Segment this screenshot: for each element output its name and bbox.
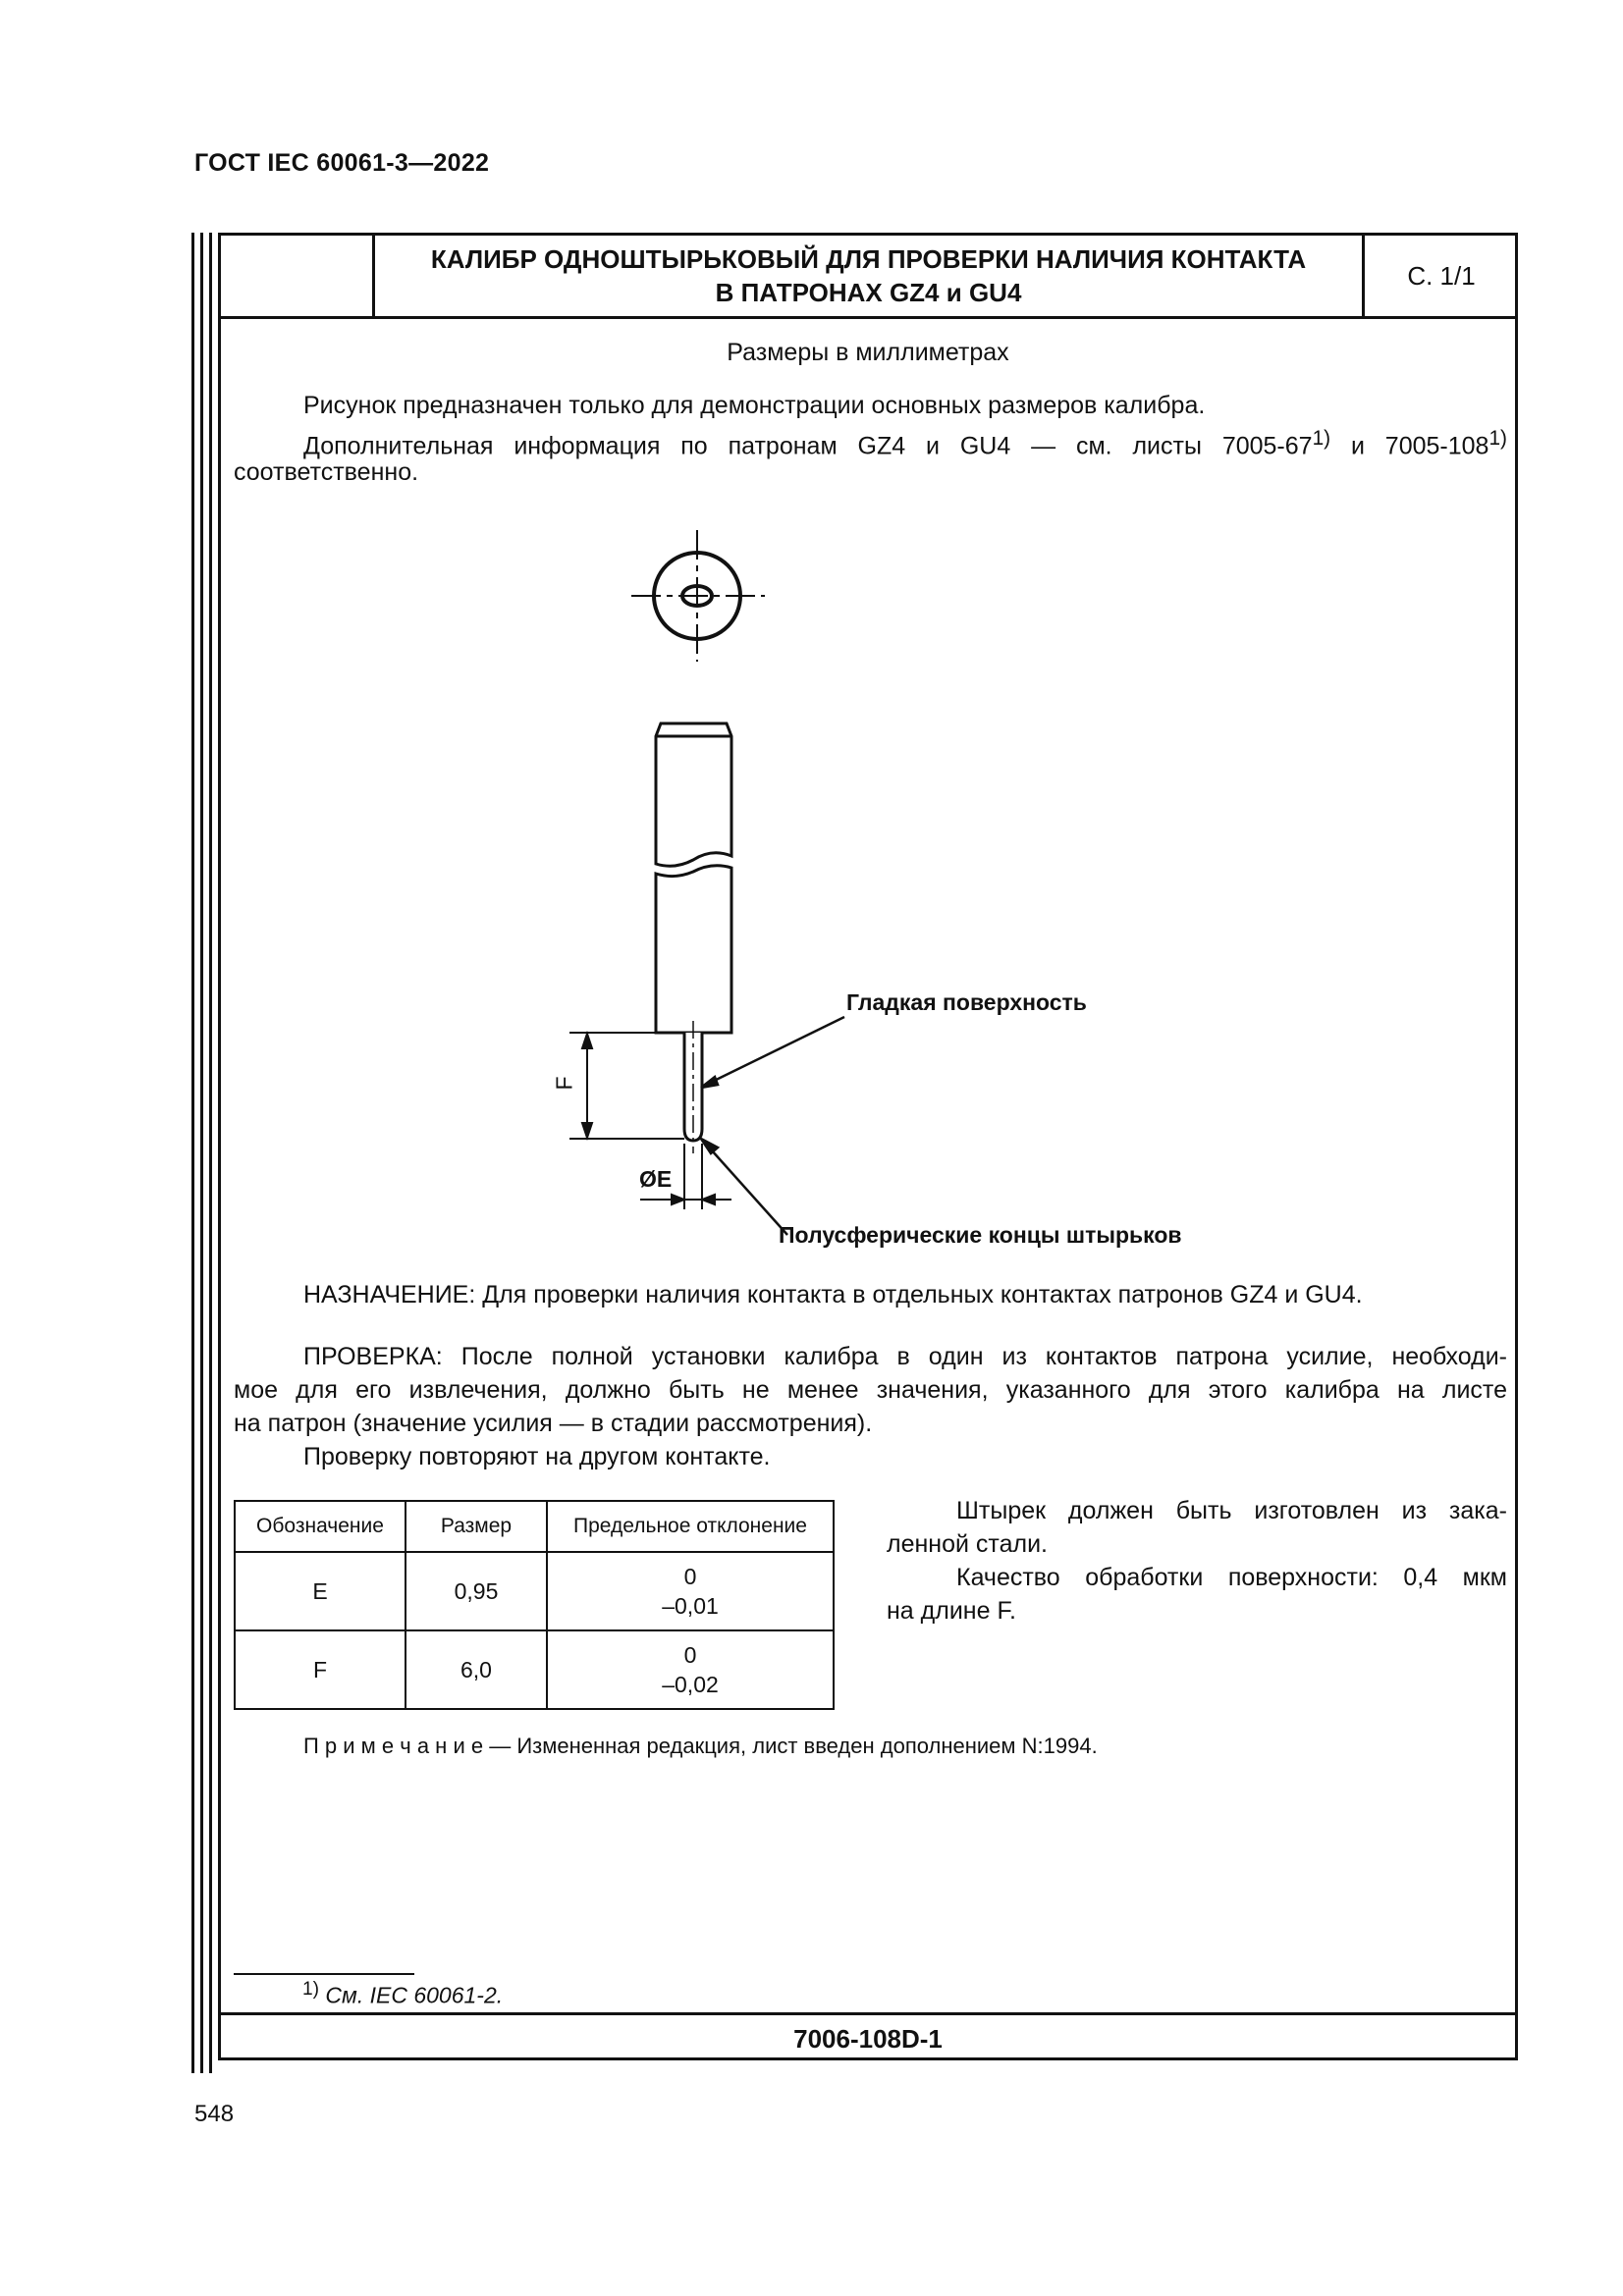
label-smooth-surface: Гладкая поверхность: [846, 989, 1087, 1015]
dimension-f: [569, 1033, 684, 1139]
cell-deviation: [547, 1630, 834, 1709]
side-text-line: на длине F.: [887, 1597, 1016, 1625]
footnote: [302, 1979, 503, 2009]
intro-line: Рисунок предназначен только для демонстрации основных размеров калибра.: [303, 392, 1206, 419]
check-line: ПРОВЕРКА: После полной установки калибра в один из контактов патрона усилие, необходи-: [303, 1343, 1507, 1370]
sheet-title-line: В ПАТРОНАХ GZ4 и GU4: [715, 278, 1022, 307]
column-header: Обозначение: [235, 1501, 406, 1552]
deviation-upper: 0: [683, 1642, 697, 1668]
label-hemispherical-ends: Полусферические концы штырьков: [779, 1222, 1182, 1248]
material-requirements: [887, 1494, 1507, 1628]
column-header: Предельное отклонение: [547, 1501, 834, 1552]
cell-size: 0,95: [406, 1552, 547, 1630]
sheet-id-rule: [218, 2012, 1518, 2015]
deviation-lower: –0,01: [662, 1593, 719, 1619]
arrow-head: [672, 1195, 684, 1204]
intro-line: соответственно.: [234, 458, 419, 486]
note-text: — Измененная редакция, лист введен дополнением N:1994.: [483, 1734, 1098, 1758]
deviation-upper: 0: [683, 1564, 697, 1589]
footnote-rule: [234, 1973, 414, 1975]
sheet-title-line: КАЛИБР ОДНОШТЫРЬКОВЫЙ ДЛЯ ПРОВЕРКИ НАЛИЧИЯ КОНТАКТА: [430, 244, 1307, 274]
shank-lower: [656, 866, 731, 1033]
side-text-line: ленной стали.: [887, 1530, 1048, 1558]
check-line: Проверку повторяют на другом контакте.: [303, 1443, 771, 1470]
note-label: П р и м е ч а н и е: [303, 1734, 484, 1758]
column-header: Размер: [406, 1501, 547, 1552]
table-header-row: [235, 1501, 834, 1552]
footnote-mark: 1): [302, 1979, 320, 2000]
cell-size: 6,0: [406, 1630, 547, 1709]
sheet-number: С. 1/1: [1407, 260, 1476, 291]
units-note: Размеры в миллиметрах: [727, 339, 1009, 366]
footnote-ref: 1): [1488, 427, 1507, 450]
arrow-head: [582, 1034, 592, 1048]
table-row: [235, 1552, 834, 1630]
sheet-id: 7006-108D-1: [793, 2024, 943, 2054]
cell-designation: E: [235, 1552, 406, 1630]
side-text-line: Штырек должен быть изготовлен из зака-: [956, 1497, 1507, 1524]
footnote-text: См. IEC 60061-2.: [319, 1982, 504, 2008]
dimension-e-label: ØE: [639, 1166, 673, 1192]
deviation-lower: –0,02: [662, 1672, 719, 1697]
end-view: [631, 530, 765, 662]
leader-ends: [703, 1141, 787, 1235]
purpose-text: НАЗНАЧЕНИЕ: Для проверки наличия контакта в отдельных контактах патронов GZ4 и GU4.: [303, 1281, 1363, 1308]
shank-upper: [656, 723, 731, 866]
note: [303, 1730, 1098, 1763]
footnote-ref: 1): [1312, 427, 1331, 450]
arrow-head: [582, 1123, 592, 1138]
cell-deviation: [547, 1552, 834, 1630]
gauge-body: [656, 723, 731, 1153]
cell-designation: F: [235, 1630, 406, 1709]
check-line: мое для его извлечения, должно быть не менее значения, указанного для этого калибра на листе: [234, 1376, 1507, 1404]
intro-text: и 7005-108: [1330, 432, 1489, 460]
leader-lines: [701, 1017, 844, 1235]
dimension-f-label: F: [551, 1076, 577, 1091]
leader-arrow: [701, 1077, 718, 1088]
check-line: на патрон (значение усилия — в стадии рассмотрения).: [234, 1410, 873, 1437]
intro-text: Дополнительная информация по патронам GZ4 и GU4 — см. листы 7005-67: [303, 432, 1313, 460]
leader-arrow: [701, 1139, 718, 1153]
table-row: [235, 1630, 834, 1709]
dimensions-table: [234, 1500, 835, 1710]
document-code: ГОСТ IEC 60061-3—2022: [194, 149, 490, 177]
side-text-line: Качество обработки поверхности: 0,4 мкм: [956, 1564, 1507, 1591]
arrow-head: [702, 1195, 715, 1204]
page-number: 548: [194, 2101, 235, 2127]
